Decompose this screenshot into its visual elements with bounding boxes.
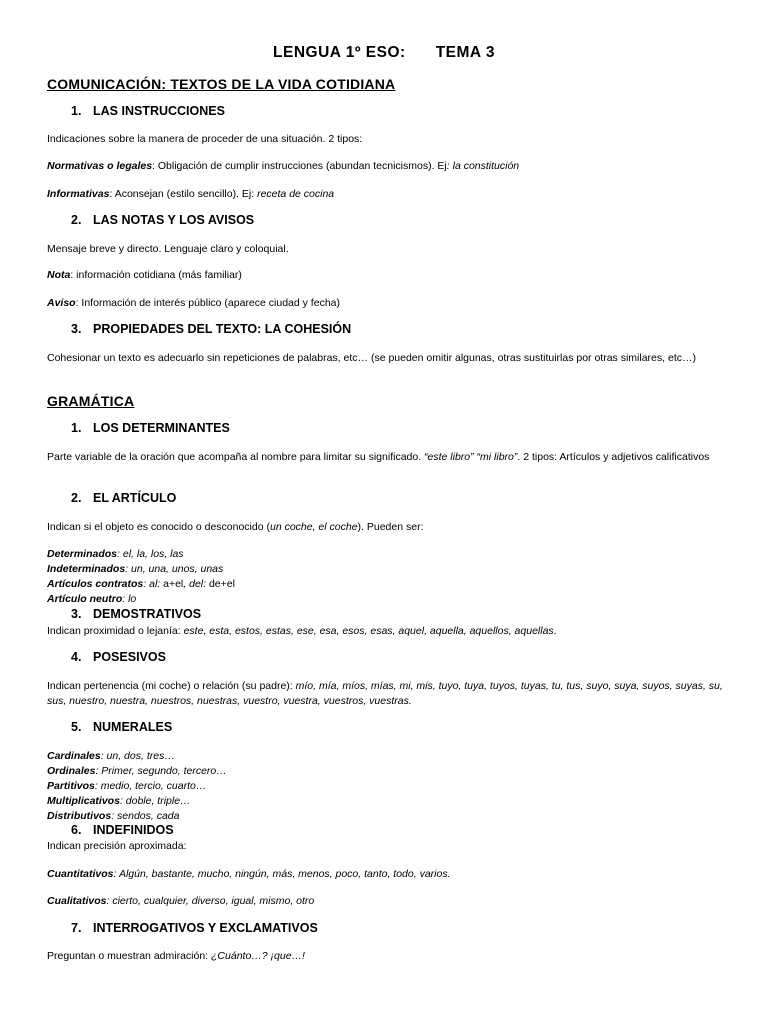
definition-neutro [47,592,727,607]
subheading-instrucciones [71,104,225,118]
definition-normativas [47,159,727,174]
text: a+el [163,578,184,590]
subheading-indefinidos [71,823,174,837]
term: Normativas o legales [47,160,153,172]
definition-cuantitativos [47,867,727,882]
paragraph-articulo [47,520,727,535]
text: Preguntan o muestran admiración: [47,950,212,962]
example: ¿Cuánto…? ¡que…! [211,950,305,962]
definition-ordinales [47,764,727,779]
paragraph: Cohesionar un texto es adecuarlo sin repeticiones de palabras, etc… (se pueden omitir algunas, otras sustituirlas por otras similares, etc…) [47,352,696,364]
text: . 2 tipos: Artículos y adjetivos calificativos [517,451,710,463]
definition-contratos [47,577,727,592]
example: un coche, el coche [269,521,358,533]
example: : al: [143,578,164,590]
paragraph-interrogativos [47,949,727,964]
example: : medio, tercio, cuarto… [94,780,207,792]
example: , del: [183,578,209,590]
subheading-number: 2. [71,213,82,227]
definition-cualitativos [47,894,727,909]
subheading-number: 7. [71,921,82,935]
subheading-label: POSESIVOS [93,650,166,664]
paragraph: Indicaciones sobre la manera de proceder de una situación. 2 tipos: [47,133,363,145]
example: : doble, triple… [119,795,191,807]
term: Cuantitativos [47,868,114,880]
subheading-demostrativos [71,607,201,621]
definition-aviso [47,296,727,311]
example: : el, la, los, las [117,548,184,560]
example: la constitución [449,160,520,172]
subheading-interrogativos [71,921,318,935]
example: : Primer, segundo, tercero… [95,765,227,777]
example: : sendos, cada [111,810,180,822]
paragraph: Indican precisión aproximada: [47,840,187,852]
definition-cardinales [47,749,727,764]
subheading-number: 5. [71,720,82,734]
definition-text: : información cotidiana (más familiar) [70,269,242,281]
title-sub: TEMA 3 [435,44,495,61]
paragraph: Mensaje breve y directo. Lenguaje claro y coloquial. [47,243,289,255]
subheading-numerales [71,720,172,734]
text: ). Pueden ser: [357,521,424,533]
term: Artículos contratos [47,578,144,590]
term: Partitivos [47,780,95,792]
subheading-label: INDEFINIDOS [93,823,174,837]
text: Parte variable de la oración que acompaña al nombre para limitar su significado. [47,451,425,463]
definition-text: : Obligación de cumplir instrucciones (abundan tecnicismos). Ej [152,160,447,172]
subheading-label: NUMERALES [93,720,173,734]
example: “este libro” “mi libro” [424,451,518,463]
paragraph-determinantes [47,450,727,465]
paragraph-demostrativos [47,624,727,639]
heading-comunicacion: COMUNICACIÓN [47,76,162,92]
example: : lo [122,593,137,605]
subheading-label: DEMOSTRATIVOS [93,607,202,621]
subheading-label: LAS NOTAS Y LOS AVISOS [93,213,255,227]
paragraph-posesivos [47,679,727,709]
subheading-articulo [71,491,176,505]
term: Nota [47,269,71,281]
example: : un, dos, tres… [100,750,175,762]
term: Distributivos [47,810,112,822]
subheading-notas-avisos [71,213,254,227]
subheading-number: 1. [71,421,82,435]
definition-distributivos [47,809,727,824]
subheading-number: 3. [71,607,82,621]
subheading-label: LAS INSTRUCCIONES [93,104,225,118]
text: . [553,625,557,637]
example: este, esta, estos, estas, ese, esa, esos, esas, aquel, aquella, aquellos, aquellas [183,625,554,637]
subheading-number: 2. [71,491,82,505]
subheading-label: LOS DETERMINANTES [93,421,230,435]
colon: : [446,160,450,172]
subheading-label: EL ARTÍCULO [93,491,177,505]
text: de+el [208,578,235,590]
term: Multiplicativos [47,795,120,807]
subheading-cohesion [71,322,351,336]
section-heading-comunicacion [47,76,395,92]
example: : Algún, bastante, mucho, ningún, más, menos, poco, tanto, todo, varios. [113,868,451,880]
term: Cardinales [47,750,101,762]
text: Indican si el objeto es conocido o desconocido ( [47,521,270,533]
subheading-determinantes [71,421,230,435]
subheading-label: INTERROGATIVOS Y EXCLAMATIVOS [93,921,318,935]
term: Determinados [47,548,118,560]
definition-determinados [47,547,727,562]
definition-multiplicativos [47,794,727,809]
term: Informativas [47,188,110,200]
subheading-number: 1. [71,104,82,118]
term: Ordinales [47,765,96,777]
subheading-label: PROPIEDADES DEL TEXTO: LA COHESIÓN [93,322,352,336]
term: Indeterminados [47,563,126,575]
title-main: LENGUA 1º ESO: [273,44,406,61]
definition-nota [47,268,727,283]
subheading-number: 3. [71,322,82,336]
example: receta de cocina [257,188,335,200]
example: mío, mía, míos, mías, mi, mis, tuyo, tuya, tuyos, tuyas, tu, tus, suyo, suya, suyos, suyas, su, sus, nuestro, nuestra, nuestros, nuestras, vuestro, vuestra, vuestros, vuestras. [47,680,723,707]
definition-partitivos [47,779,727,794]
example: : un, una, unos, unas [125,563,224,575]
definition-informativas [47,187,727,202]
term: Cualitativos [47,895,107,907]
definition-text: : Aconsejan (estilo sencillo). Ej: [109,188,258,200]
heading-textos: : TEXTOS DE LA VIDA COTIDIANA [161,76,396,92]
text: Indican proximidad o lejanía: [47,625,184,637]
definition-text: : Información de interés público (aparece ciudad y fecha) [75,297,340,309]
term: Aviso [47,297,76,309]
term: Artículo neutro [47,593,123,605]
definition-indeterminados [47,562,727,577]
text: Indican pertenencia (mi coche) o relación (su padre): [47,680,296,692]
page-title [0,44,768,62]
section-heading-gramatica: GRAMÁTICA [47,393,135,409]
subheading-posesivos [71,650,166,664]
example: : cierto, cualquier, diverso, igual, mismo, otro [106,895,315,907]
subheading-number: 6. [71,823,82,837]
subheading-number: 4. [71,650,82,664]
